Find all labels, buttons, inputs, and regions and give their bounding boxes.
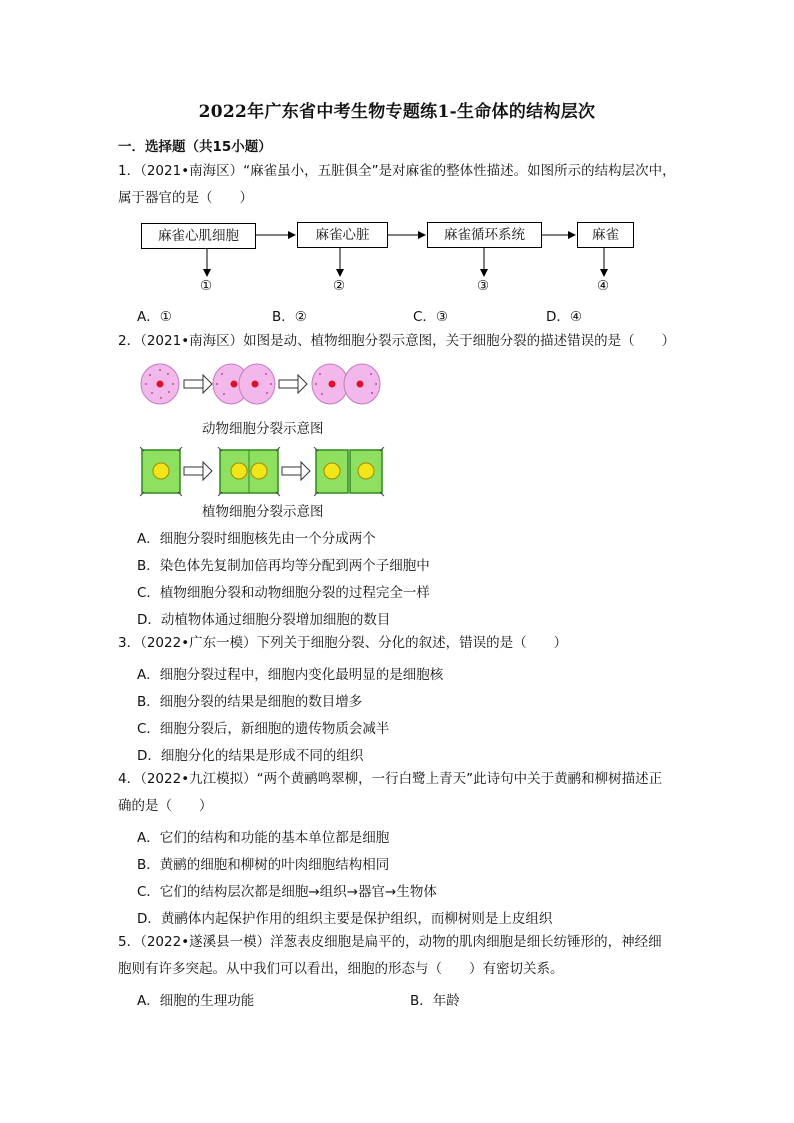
q3-option-a: A．细胞分裂过程中，细胞内变化最明显的是细胞核 [137,667,444,683]
q4-option-a: A．它们的结构和功能的基本单位都是细胞 [137,830,390,846]
plant-arrow-2 [282,462,310,480]
q1-option-a: A．① [137,309,172,325]
marker-3: ③ [477,278,490,294]
diagram-arrows [0,0,794,300]
question-2-line-1: 2．（2021•南海区）如图是动、植物细胞分裂示意图，关于细胞分裂的描述错误的是（ ） [118,333,676,349]
question-5-line-1: 5．（2022•遂溪县一模）洋葱表皮细胞是扁平的，动物的肌肉细胞是细长纺锤形的，神经细 [118,934,662,950]
marker-1: ① [200,278,213,294]
q5-option-a: A．细胞的生理功能 [137,993,255,1009]
question-4-line-1: 4．（2022•九江模拟）“两个黄鹂鸣翠柳，一行白鹭上青天”此诗句中关于黄鹂和柳树描述正 [118,771,663,787]
arrow-1 [184,375,212,393]
q2-option-d: D．动植物体通过细胞分裂增加细胞的数目 [137,612,391,628]
animal-cell-1 [141,364,179,404]
q1-option-d: D．④ [546,309,582,325]
page-title: 2022年广东省中考生物专题练1-生命体的结构层次 [198,102,596,122]
plant-cell-1 [140,447,182,496]
marker-4: ④ [597,278,610,294]
plant-cell-2 [218,447,280,496]
q4-option-d: D．黄鹂体内起保护作用的组织主要是保护组织，而柳树则是上皮组织 [137,911,553,927]
q2-option-b: B．染色体先复制加倍再均等分配到两个子细胞中 [137,558,430,574]
plant-cell-division-figure [140,447,390,497]
q3-option-b: B．细胞分裂的结果是细胞的数目增多 [137,694,363,710]
animal-figure-caption: 动物细胞分裂示意图 [202,421,324,437]
q4-option-b: B．黄鹂的细胞和柳树的叶肉细胞结构相同 [137,857,390,873]
q3-option-d: D．细胞分化的结果是形成不同的组织 [137,748,364,764]
question-5-line-2: 胞则有许多突起。从中我们可以看出，细胞的形态与（ ）有密切关系。 [118,961,564,977]
q5-option-b: B．年龄 [410,993,460,1009]
q2-option-a: A．细胞分裂时细胞核先由一个分成两个 [137,531,376,547]
question-3-line-1: 3．（2022•广东一模）下列关于细胞分裂、分化的叙述，错误的是（ ） [118,635,568,651]
box-sparrow: 麻雀 [577,222,634,248]
q2-option-c: C．植物细胞分裂和动物细胞分裂的过程完全一样 [137,585,430,601]
box-heart: 麻雀心脏 [297,222,388,248]
question-1-line-1: 1．（2021•南海区）“麻雀虽小，五脏俱全”是对麻雀的整体性描述。如图所示的结构层次中， [118,163,676,179]
animal-cell-3 [312,364,380,404]
animal-cell-division-figure [140,362,390,408]
plant-figure-caption: 植物细胞分裂示意图 [202,504,324,520]
question-4-line-2: 确的是（ ） [118,798,213,814]
q1-option-b: B．② [272,309,307,325]
marker-2: ② [333,278,346,294]
plant-arrow-1 [184,462,212,480]
section-heading: 一．选择题（共15小题） [118,139,272,155]
box-circulatory-system: 麻雀循环系统 [427,222,542,248]
arrow-2 [279,375,307,393]
q4-option-c: C．它们的结构层次都是细胞→组织→器官→生物体 [137,884,437,900]
plant-cell-3 [314,447,384,496]
question-1-line-2: 属于器官的是（ ） [118,190,253,206]
animal-cell-2 [213,364,275,404]
q1-option-c: C．③ [413,309,449,325]
q3-option-c: C．细胞分裂后，新细胞的遗传物质会减半 [137,721,390,737]
box-muscle-cell: 麻雀心肌细胞 [141,223,256,249]
